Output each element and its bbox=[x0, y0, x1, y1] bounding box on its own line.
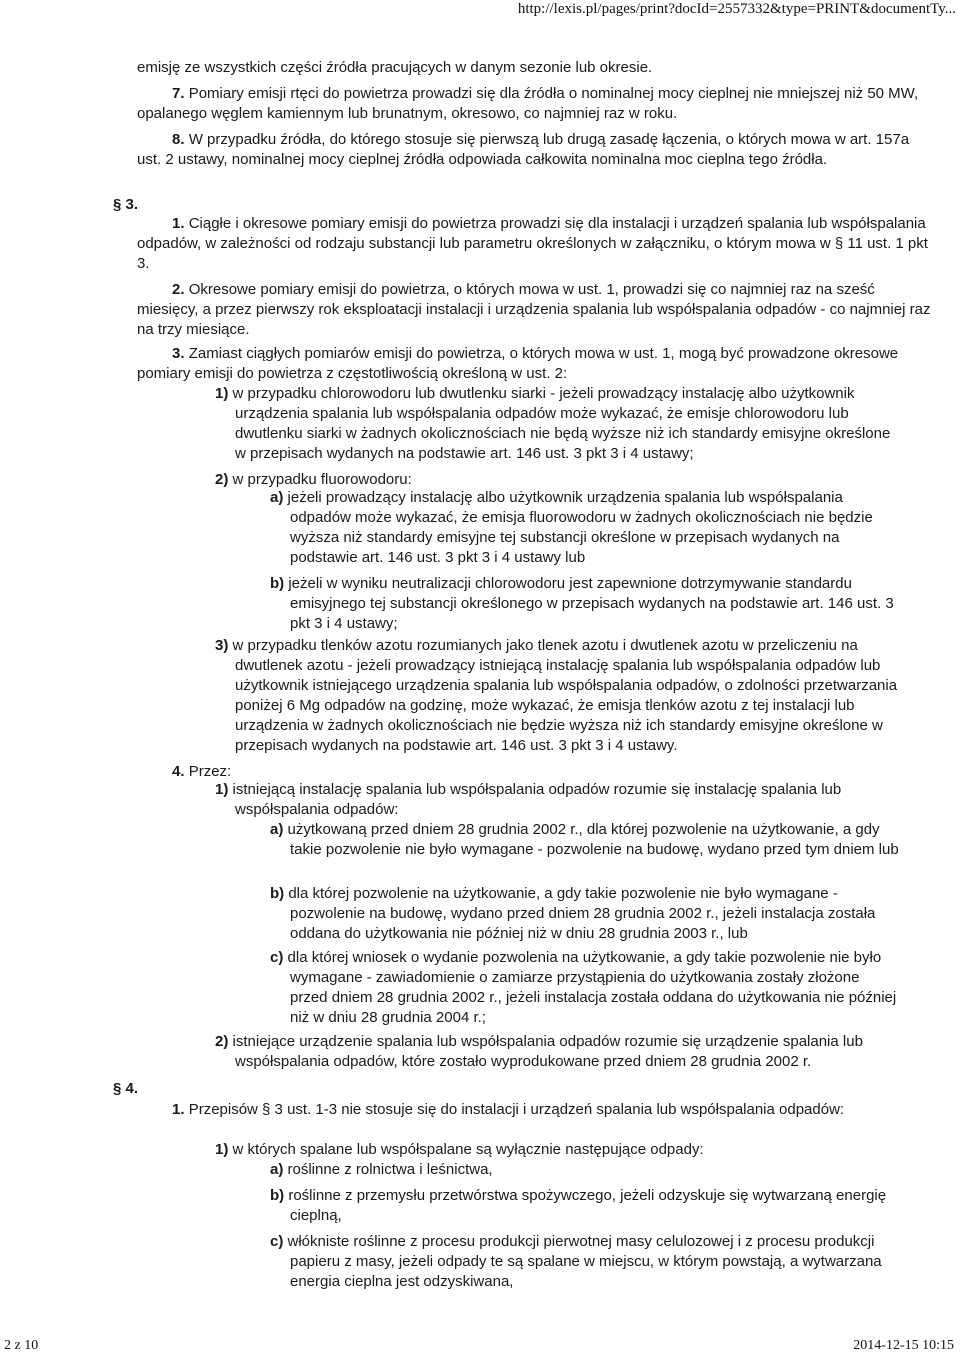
paragraph bbox=[137, 1100, 937, 1120]
paragraph bbox=[215, 780, 900, 820]
paragraph-text: dla której pozwolenie na użytkowanie, a gdy takie pozwolenie nie było wymagane - pozwolenie na budowę, wydano przed dniem 28 grudnia 2002 r., jeżeli instalacja została oddana do użytkowania nie później niż w dniu 28 grudnia 2003 r., lub bbox=[288, 885, 876, 942]
paragraph bbox=[215, 1032, 900, 1072]
item-number: b) bbox=[270, 885, 289, 902]
paragraph bbox=[137, 58, 937, 78]
item-number: 3. bbox=[172, 345, 189, 362]
paragraph-text: Przepisów § 3 ust. 1-3 nie stosuje się do instalacji i urządzeń spalania lub współspalania odpadów: bbox=[188, 1101, 845, 1118]
paragraph-text: istniejące urządzenie spalania lub współspalania odpadów rozumie się urządzenie spalania lub współspalania odpadów, które zostało wyprodukowane przed dniem 28 grudnia 2002 r. bbox=[232, 1033, 863, 1070]
paragraph bbox=[270, 1186, 900, 1226]
paragraph-text: jeżeli w wyniku neutralizacji chlorowodoru jest zapewnione dotrzymywanie standardu emisyjnego tej substancji określonego w przepisach wydanych na podstawie art. 146 ust. 3 pkt 3 i 4 ustawy; bbox=[288, 575, 894, 632]
item-number: 8. bbox=[172, 131, 189, 148]
paragraph-text: roślinne z rolnictwa i leśnictwa, bbox=[287, 1161, 493, 1178]
item-number: 4. bbox=[172, 763, 189, 780]
paragraph-text: roślinne z przemysłu przetwórstwa spożywczego, jeżeli odzyskuje się wytwarzaną energię cieplną, bbox=[288, 1187, 887, 1224]
paragraph bbox=[215, 1140, 900, 1160]
paragraph bbox=[270, 948, 900, 1028]
paragraph-text: w przypadku chlorowodoru lub dwutlenku siarki - jeżeli prowadzący instalację albo użytkownik urządzenia spalania lub współspalania odpadów może wykazać, że emisje chlorowodoru lub dwutlenku siarki w żadnych okolicznościach nie będą wyższe niż ich standardy emisyjne określone w przepisach wydanych na podstawie art. 146 ust. 3 pkt 3 i 4 ustawy; bbox=[232, 385, 891, 462]
item-number: c) bbox=[270, 1233, 288, 1250]
item-number: a) bbox=[270, 489, 288, 506]
paragraph bbox=[137, 130, 937, 170]
paragraph bbox=[270, 1160, 900, 1180]
paragraph-text: dla której wniosek o wydanie pozwolenia na użytkowanie, a gdy takie pozwolenie nie było wymagane - zawiadomienie o zamiarze przystąpienia do użytkowania zostały złożone przed dniem 28 grudnia 2002 r., jeżeli instalacja została oddana do użytkowania nie później niż w dniu 28 grudnia 2004 r.; bbox=[287, 949, 897, 1026]
paragraph bbox=[215, 636, 900, 756]
paragraph-text: włókniste roślinne z procesu produkcji pierwotnej masy celulozowej i z procesu produkcji papieru z masy, jeżeli odpady te są spalane w miejscu, w którym powstają, a wytwarzana energia cieplna jest odzyskiwana, bbox=[287, 1233, 882, 1290]
print-datetime: 2014-12-15 10:15 bbox=[853, 1338, 954, 1353]
item-number: a) bbox=[270, 821, 288, 838]
paragraph bbox=[270, 488, 900, 568]
item-number: 2. bbox=[172, 281, 189, 298]
paragraph-text: W przypadku źródła, do którego stosuje się pierwszą lub drugą zasadę łączenia, o których mowa w art. 157a ust. 2 ustawy, nominalnej mocy cieplnej źródła odpowiada całkowita nominalna moc cieplna tego źródła. bbox=[137, 131, 910, 168]
paragraph-text: w przypadku fluorowodoru: bbox=[232, 471, 412, 488]
item-number: c) bbox=[270, 949, 288, 966]
paragraph-text: w przypadku tlenków azotu rozumianych jako tlenek azotu i dwutlenek azotu w przeliczeniu na dwutlenek azotu - jeżeli prowadzący istniejącą instalację spalania lub współspalania odpadów lub użytkownik istniejącego urządzenia spalania lub współspalania odpadów, o zdolności przetwarzania poniżej 6 Mg odpadów na godzinę, może wykazać, że emisja tlenków azotu z tej instalacji lub urządzenia w żadnych okolicznościach nie będzie wyższa niż ich standardy emisyjne określone w przepisach wydanych na podstawie art. 146 ust. 3 pkt 3 i 4 ustawy. bbox=[232, 637, 898, 754]
item-number: b) bbox=[270, 575, 289, 592]
page-url-header: http://lexis.pl/pages/print?docId=2557332&type=PRINT&documentTy... bbox=[517, 1, 956, 17]
item-number: 3) bbox=[215, 637, 233, 654]
item-number: 1) bbox=[215, 385, 233, 402]
paragraph-text: w których spalane lub współspalane są wyłącznie następujące odpady: bbox=[232, 1141, 704, 1158]
paragraph-text: Zamiast ciągłych pomiarów emisji do powietrza, o których mowa w ust. 1, mogą być prowadzone okresowe pomiary emisji do powietrza z częstotliwością określoną w ust. 2: bbox=[137, 345, 899, 382]
item-number: 1) bbox=[215, 781, 233, 798]
paragraph bbox=[137, 344, 937, 384]
paragraph bbox=[215, 470, 900, 490]
paragraph-text: istniejącą instalację spalania lub współspalania odpadów rozumie się instalację spalania lub współspalania odpadów: bbox=[232, 781, 842, 818]
paragraph bbox=[270, 1232, 900, 1292]
paragraph bbox=[270, 820, 900, 860]
item-number: 2) bbox=[215, 1033, 233, 1050]
item-number: a) bbox=[270, 1161, 288, 1178]
item-number: 1. bbox=[172, 215, 189, 232]
paragraph-text: Przez: bbox=[188, 763, 232, 780]
section-heading: § 3. bbox=[113, 196, 139, 213]
item-number: 1. bbox=[172, 1101, 189, 1118]
item-number: 1) bbox=[215, 1141, 233, 1158]
paragraph-text: jeżeli prowadzący instalację albo użytkownik urządzenia spalania lub współspalania odpadów może wykazać, że emisja fluorowodoru w żadnych okolicznościach nie będzie wyższa niż standardy emisyjne tej substancji określone w przepisach wydanych na podstawie art. 146 ust. 3 pkt 3 i 4 ustawy lub bbox=[287, 489, 873, 566]
item-number: b) bbox=[270, 1187, 289, 1204]
paragraph-text: Ciągłe i okresowe pomiary emisji do powietrza prowadzi się dla instalacji i urządzeń spalania lub współspalania odpadów, w zależności od rodzaju substancji lub parametru określonych w załączniku, o którym mowa w § 11 ust. 1 pkt 3. bbox=[137, 215, 928, 272]
paragraph bbox=[137, 84, 937, 124]
paragraph-text: Okresowe pomiary emisji do powietrza, o których mowa w ust. 1, prowadzi się co najmniej raz na sześć miesięcy, a przez pierwszy rok eksploatacji instalacji i urządzenia spalania lub współspalania odpadów - co najmniej raz na trzy miesiące. bbox=[137, 281, 931, 338]
paragraph-text: użytkowaną przed dniem 28 grudnia 2002 r., dla której pozwolenie na użytkowanie, a gdy takie pozwolenie nie było wymagane - pozwolenie na budowę, wydano przed tym dniem lub bbox=[287, 821, 899, 858]
paragraph bbox=[137, 280, 937, 340]
paragraph bbox=[270, 574, 900, 634]
item-number: 7. bbox=[172, 85, 189, 102]
paragraph bbox=[215, 384, 900, 464]
page-number: 2 z 10 bbox=[4, 1338, 39, 1353]
paragraph bbox=[137, 214, 937, 274]
section-heading: § 4. bbox=[113, 1080, 139, 1097]
paragraph-text: emisję ze wszystkich części źródła pracujących w danym sezonie lub okresie. bbox=[137, 59, 653, 76]
item-number: 2) bbox=[215, 471, 233, 488]
paragraph-text: Pomiary emisji rtęci do powietrza prowadzi się dla źródła o nominalnej mocy cieplnej nie mniejszej niż 50 MW, opalanego węglem kamiennym lub brunatnym, okresowo, co najmniej raz w roku. bbox=[137, 85, 919, 122]
paragraph bbox=[270, 884, 900, 944]
paragraph bbox=[172, 762, 872, 782]
